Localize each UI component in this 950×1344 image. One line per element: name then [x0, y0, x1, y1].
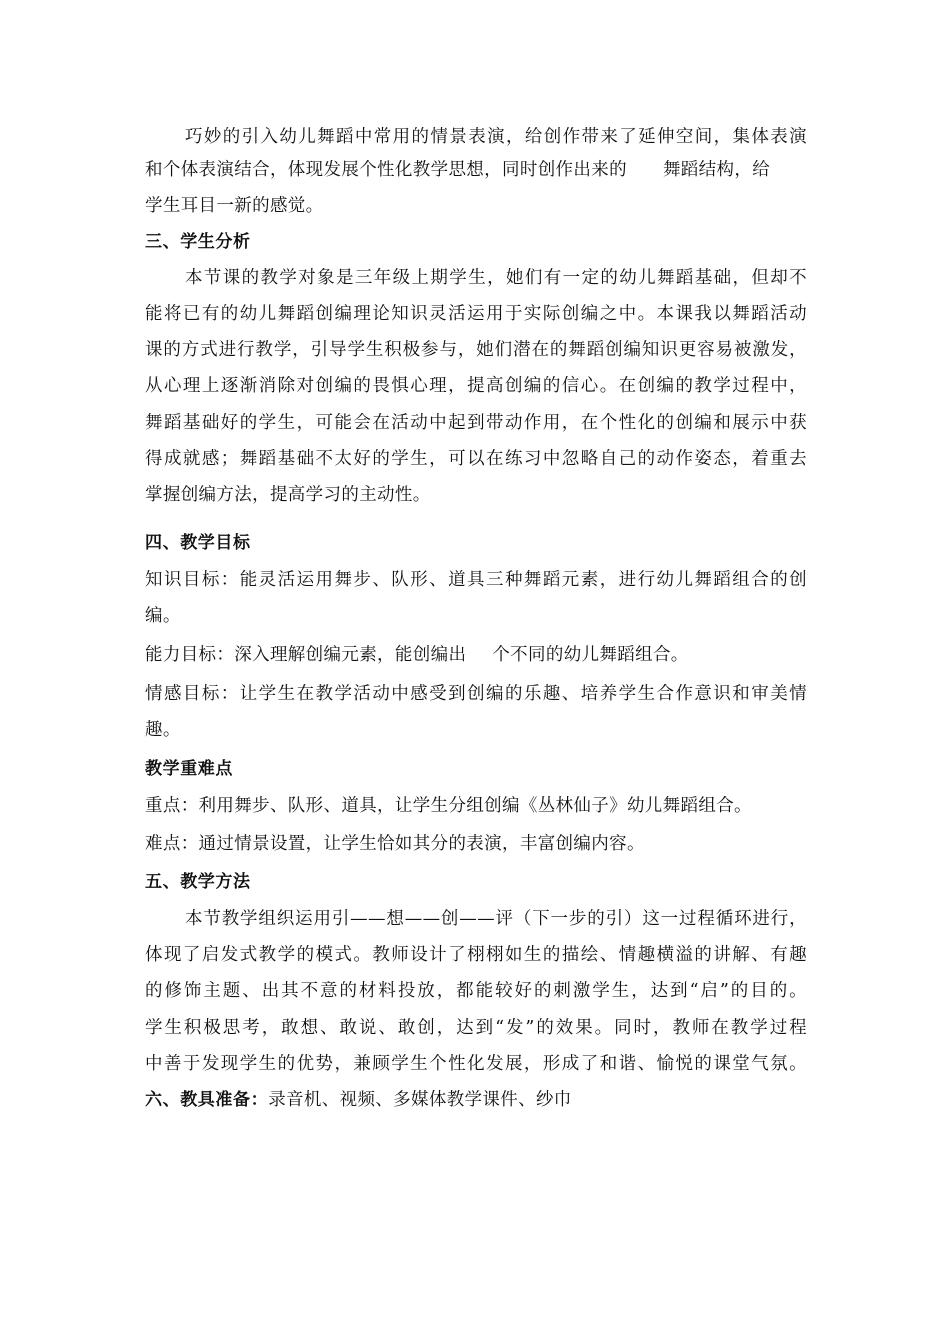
intro-line-1: 巧妙的引入幼儿舞蹈中常用的情景表演，给创作带来了延伸空间，集体表演 — [185, 127, 807, 147]
student-analysis-line-1: 本节课的教学对象是三年级上期学生，她们有一定的幼儿舞蹈基础，但却不 — [185, 268, 807, 288]
ability-goal-part-b: 个不同的幼儿舞蹈组合。 — [492, 645, 689, 665]
section-heading-teaching-goals: 四、教学目标 — [145, 533, 251, 553]
intro-line-2-part-a: 和个体表演结合，体现发展个性化教学思想，同时创作出来的 — [145, 160, 627, 180]
teaching-methods-line-3: 的修饰主题、出其不意的材料投放，都能较好的刺激学生，达到“启”的目的。 — [145, 981, 807, 1001]
student-analysis-line-4: 从心理上逐渐消除对创编的畏惧心理，提高创编的信心。在创编的教学过程中， — [145, 376, 807, 396]
section-heading-student-analysis: 三、学生分析 — [145, 232, 251, 252]
knowledge-goal-line-2: 编。 — [145, 606, 181, 626]
key-point: 重点：利用舞步、队形、道具，让学生分组创编《丛林仙子》幼儿舞蹈组合。 — [145, 796, 752, 816]
student-analysis-line-2: 能将已有的幼儿舞蹈创编理论知识灵活运用于实际创编之中。本课我以舞蹈活动 — [145, 304, 807, 324]
ability-goal-part-a: 能力目标：深入理解创编元素，能创编出 — [145, 645, 467, 665]
teaching-aids-list: 录音机、视频、多媒体教学课件、纱巾 — [268, 1090, 572, 1110]
intro-line-2 — [145, 158, 807, 182]
teaching-methods-line-4: 学生积极思考，敢想、敢说、敢创，达到“发”的效果。同时，教师在教学过程 — [145, 1018, 807, 1038]
section-heading-key-difficulties: 教学重难点 — [145, 759, 233, 779]
teaching-methods-line-2: 体现了启发式教学的模式。教师设计了栩栩如生的描绘、情趣横溢的讲解、有趣 — [145, 945, 807, 965]
section-heading-teaching-aids: 六、教具准备： — [145, 1090, 269, 1110]
ability-goal — [145, 643, 807, 667]
teaching-aids — [145, 1088, 807, 1112]
knowledge-goal-line-1: 知识目标：能灵活运用舞步、队形、道具三种舞蹈元素，进行幼儿舞蹈组合的创 — [145, 570, 807, 590]
intro-line-2-part-b: 舞蹈结构，给 — [662, 160, 771, 180]
student-analysis-line-5: 舞蹈基础好的学生，可能会在活动中起到带动作用，在个性化的创编和展示中获 — [145, 413, 807, 433]
student-analysis-line-3: 课的方式进行教学，引导学生积极参与，她们潜在的舞蹈创编知识更容易被激发， — [145, 340, 807, 360]
teaching-methods-line-1: 本节教学组织运用引——想——创——评（下一步的引）这一过程循环进行， — [185, 909, 807, 929]
intro-line-3: 学生耳目一新的感觉。 — [145, 196, 324, 216]
emotion-goal-line-2: 趣。 — [145, 720, 181, 740]
teaching-methods-line-5: 中善于发现学生的优势，兼顾学生个性化发展，形成了和谐、愉悦的课堂气氛。 — [145, 1054, 807, 1074]
section-heading-teaching-methods: 五、教学方法 — [145, 872, 251, 892]
student-analysis-line-6: 得成就感；舞蹈基础不太好的学生，可以在练习中忽略自己的动作姿态，着重去 — [145, 449, 807, 469]
student-analysis-line-7: 掌握创编方法，提高学习的主动性。 — [145, 485, 431, 505]
difficult-point: 难点：通过情景设置，让学生恰如其分的表演，丰富创编内容。 — [145, 834, 645, 854]
emotion-goal-line-1: 情感目标：让学生在教学活动中感受到创编的乐趣、培养学生合作意识和审美情 — [145, 684, 807, 704]
